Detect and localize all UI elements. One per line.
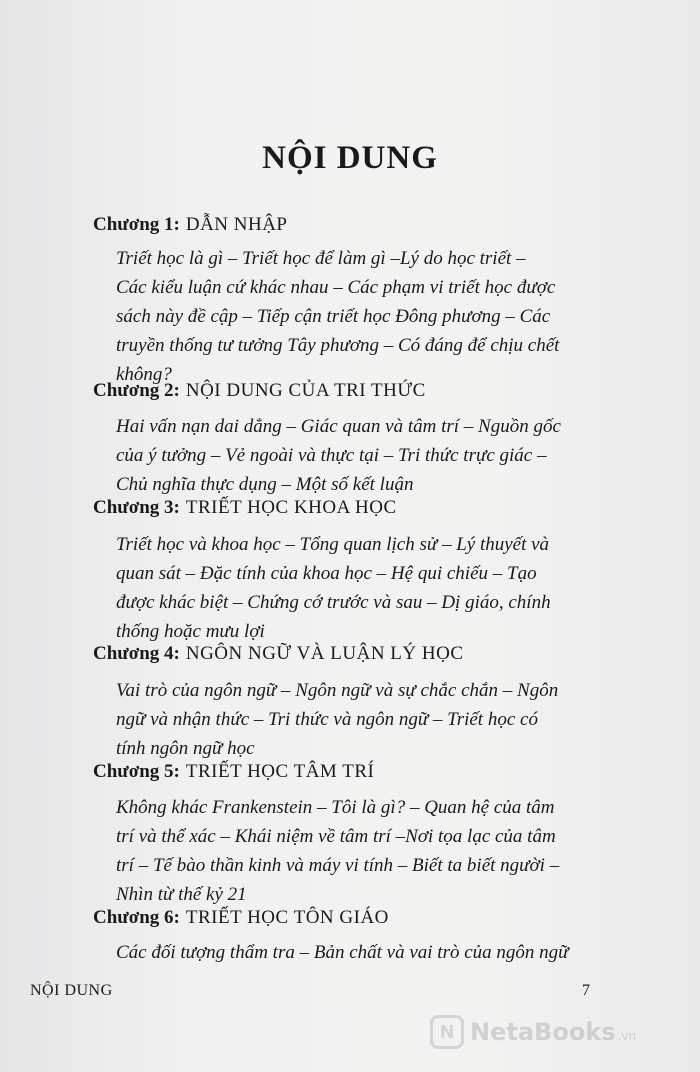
summary-line: Không khác Frankenstein – Tôi là gì? – Quan hệ của tâm <box>116 797 555 818</box>
watermark-suffix: .vn <box>617 1029 637 1043</box>
summary-line: thống hoặc mưu lợi <box>116 621 265 642</box>
chapter-title: NGÔN NGỮ VÀ LUẬN LÝ HỌC <box>185 643 464 664</box>
chapter-heading <box>93 761 374 783</box>
chapter-title: DẪN NHẬP <box>185 214 288 235</box>
chapter-summary <box>116 412 600 499</box>
chapter-heading <box>93 380 426 402</box>
chapter-summary <box>116 530 600 646</box>
summary-line: sách này đề cập – Tiếp cận triết học Đông phương – Các <box>116 306 551 327</box>
chapter-summary <box>116 676 600 763</box>
running-footer: NỘI DUNG <box>30 982 113 999</box>
summary-line: không? <box>116 364 172 385</box>
summary-line: trí – Tế bào thần kinh và máy vi tính – Biết ta biết người – <box>116 855 560 876</box>
page-number: 7 <box>582 982 590 999</box>
chapter-number: Chương 3: <box>93 497 180 518</box>
summary-line: Các kiểu luận cứ khác nhau – Các phạm vi triết học được <box>116 277 556 298</box>
summary-line: Triết học là gì – Triết học để làm gì –Lý do học triết – <box>116 248 526 269</box>
summary-line: quan sát – Đặc tính của khoa học – Hệ qui chiếu – Tạo <box>116 563 537 584</box>
summary-line: tính ngôn ngữ học <box>116 738 255 759</box>
chapter-heading <box>93 643 464 665</box>
summary-line: của ý tưởng – Vẻ ngoài và thực tại – Tri thức trực giác – <box>116 445 547 466</box>
summary-line: ngữ và nhận thức – Tri thức và ngôn ngữ – Triết học có <box>116 709 538 730</box>
watermark-text: NetaBooks <box>470 1018 616 1046</box>
chapter-number: Chương 4: <box>93 643 180 664</box>
chapter-summary <box>116 793 600 909</box>
summary-line: Chủ nghĩa thực dụng – Một số kết luận <box>116 474 414 495</box>
chapter-title: TRIẾT HỌC TÔN GIÁO <box>185 907 389 928</box>
summary-line: được khác biệt – Chứng cớ trước và sau – Dị giáo, chính <box>116 592 551 613</box>
summary-line: truyền thống tư tưởng Tây phương – Có đáng để chịu chết <box>116 335 560 356</box>
chapter-title: TRIẾT HỌC KHOA HỌC <box>185 497 397 518</box>
summary-line: Vai trò của ngôn ngữ – Ngôn ngữ và sự chắc chắn – Ngôn <box>116 680 559 701</box>
chapter-number: Chương 1: <box>93 214 180 235</box>
chapter-heading <box>93 214 288 236</box>
page-title: NỘI DUNG <box>262 140 438 176</box>
summary-line: Triết học và khoa học – Tổng quan lịch sử – Lý thuyết và <box>116 534 550 555</box>
chapter-summary <box>116 244 600 389</box>
netabooks-watermark <box>430 1012 636 1052</box>
summary-line: trí và thể xác – Khái niệm về tâm trí –Nơi tọa lạc của tâm <box>116 826 556 847</box>
chapter-title: TRIẾT HỌC TÂM TRÍ <box>185 761 375 782</box>
chapter-number: Chương 6: <box>93 907 180 928</box>
chapter-heading <box>93 497 397 519</box>
chapter-heading <box>93 907 389 929</box>
chapter-title: NỘI DUNG CỦA TRI THỨC <box>185 380 426 401</box>
chapter-number: Chương 5: <box>93 761 180 782</box>
summary-line: Các đối tượng thẩm tra – Bản chất và vai trò của ngôn ngữ <box>116 942 569 963</box>
netabooks-logo-icon: N <box>430 1015 464 1049</box>
summary-line: Nhìn từ thế kỷ 21 <box>116 884 247 905</box>
chapter-number: Chương 2: <box>93 380 180 401</box>
summary-line: Hai vấn nạn dai dẳng – Giác quan và tâm trí – Nguồn gốc <box>116 416 561 437</box>
chapter-summary <box>116 938 600 967</box>
